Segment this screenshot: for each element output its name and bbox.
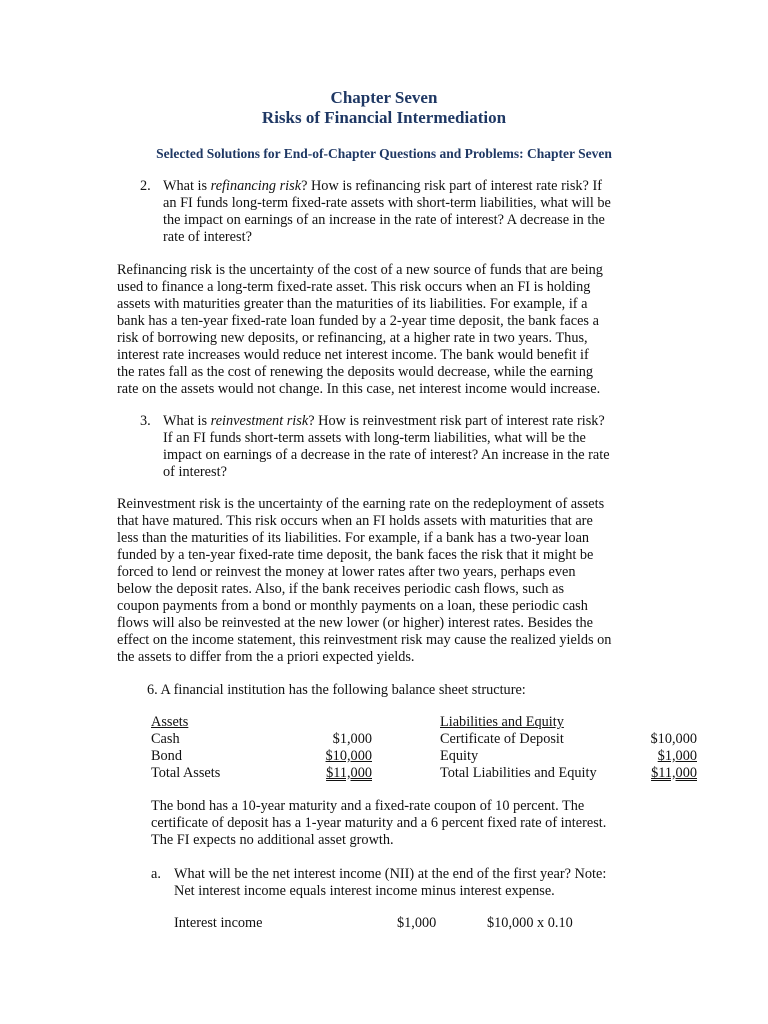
question-line: If an FI funds short-term assets with long-term liabilities, what will be the: [163, 430, 586, 446]
answer-line: interest rate increases would reduce net interest income. The bank would benefit if: [117, 347, 589, 363]
answer-line: Reinvestment risk is the uncertainty of the earning rate on the redeployment of assets: [117, 496, 605, 512]
calc-value: $1,000: [397, 915, 437, 931]
question-line: rate of interest?: [163, 229, 252, 245]
question-line: an FI funds long-term fixed-rate assets with short-term liabilities, what will be: [163, 195, 611, 211]
assets-header: Assets: [151, 714, 189, 730]
answer-line: rate on the assets would not change. In this case, net interest income would increase.: [117, 381, 601, 397]
answer-line: funded by a ten-year fixed-rate time deposit, the bank faces the risk that it might be: [117, 547, 594, 563]
answer-line: that have matured. This risk occurs when an FI holds assets with maturities that are: [117, 513, 593, 529]
answer-line: coupon payments from a bond or monthly payments on a loan, these periodic cash: [117, 598, 588, 614]
answer-line: flows will also be reinvested at the new lower (or higher) interest rates. Besides the: [117, 615, 594, 631]
answer-line: the rates fall as the cost of renewing the deposits would decrease, while the earning: [117, 364, 593, 380]
question-2: [163, 178, 663, 246]
question-6-intro: 6. A financial institution has the following balance sheet structure:: [147, 682, 526, 698]
question-text: What is: [163, 178, 211, 194]
asset-value: $1,000: [332, 731, 372, 747]
answer-line: used to finance a long-term fixed-rate asset. This risk occurs when an FI is holding: [117, 279, 591, 295]
question-line: impact on earnings of a decrease in the rate of interest? An increase in the rate: [163, 447, 610, 463]
asset-label: Cash: [151, 731, 180, 747]
liabilities-header: Liabilities and Equity: [440, 714, 564, 730]
note-line: The FI expects no additional asset growth.: [151, 832, 394, 848]
answer-line: below the deposit rates. Also, if the bank receives periodic cash flows, such as: [117, 581, 565, 597]
answer-line: assets with maturities greater than the maturities of its liabilities. For example, if a: [117, 296, 588, 312]
question-3: [163, 413, 663, 481]
question-line: of interest?: [163, 464, 227, 480]
calc-label: Interest income: [174, 915, 263, 931]
answer-line: risk of borrowing new deposits, or refinancing, at a higher rate in two years. Thus,: [117, 330, 588, 346]
chapter-title: Risks of Financial Intermediation: [261, 108, 507, 127]
question-6-notes: [151, 798, 651, 849]
asset-value: $10,000: [325, 748, 372, 764]
term: refinancing risk: [210, 178, 302, 194]
calc-formula: $10,000 x 0.10: [487, 915, 573, 931]
asset-label: Total Assets: [151, 765, 221, 781]
liability-value: $11,000: [651, 765, 697, 781]
liability-label: Certificate of Deposit: [440, 731, 564, 747]
question-text: ? How is refinancing risk part of interest rate risk? If: [301, 178, 602, 194]
part-a-label: a.: [151, 866, 161, 882]
liability-value: $1,000: [657, 748, 697, 764]
chapter-heading: Chapter Seven: [330, 88, 438, 107]
asset-label: Bond: [151, 748, 182, 764]
part-a-line: What will be the net interest income (NII) at the end of the first year? Note:: [174, 866, 607, 882]
asset-value: $11,000: [326, 765, 372, 781]
note-line: certificate of deposit has a 1-year maturity and a 6 percent fixed rate of interest.: [151, 815, 607, 831]
question-number: 3.: [140, 413, 151, 429]
answer-line: Refinancing risk is the uncertainty of the cost of a new source of funds that are being: [117, 262, 603, 278]
question-text: What is: [163, 413, 211, 429]
part-a-question: [174, 866, 654, 900]
liability-label: Equity: [440, 748, 479, 764]
answer-line: forced to lend or reinvest the money at lower rates after two years, perhaps even: [117, 564, 576, 580]
liability-value: $10,000: [650, 731, 697, 747]
question-number: 2.: [140, 178, 151, 194]
answer-line: effect on the income statement, this reinvestment risk may cause the realized yields on: [117, 632, 612, 648]
answer-3: [117, 496, 662, 666]
question-text: ? How is reinvestment risk part of interest rate risk?: [308, 413, 605, 429]
answer-line: less than the maturities of its liabilities. For example, if a bank has a two-year loan: [117, 530, 590, 546]
note-line: The bond has a 10-year maturity and a fixed-rate coupon of 10 percent. The: [151, 798, 585, 814]
answer-line: the assets to differ from the a priori expected yields.: [117, 649, 415, 665]
answer-line: bank has a ten-year fixed-rate loan funded by a 2-year time deposit, the bank faces a: [117, 313, 599, 329]
answer-2: [117, 262, 662, 398]
question-line: the impact on earnings of an increase in the rate of interest? A decrease in the: [163, 212, 605, 228]
liability-label: Total Liabilities and Equity: [440, 765, 597, 781]
term: reinvestment risk: [210, 413, 309, 429]
part-a-line: Net interest income equals interest income minus interest expense.: [174, 883, 555, 899]
section-subtitle: Selected Solutions for End-of-Chapter Questions and Problems: Chapter Seven: [156, 146, 612, 161]
